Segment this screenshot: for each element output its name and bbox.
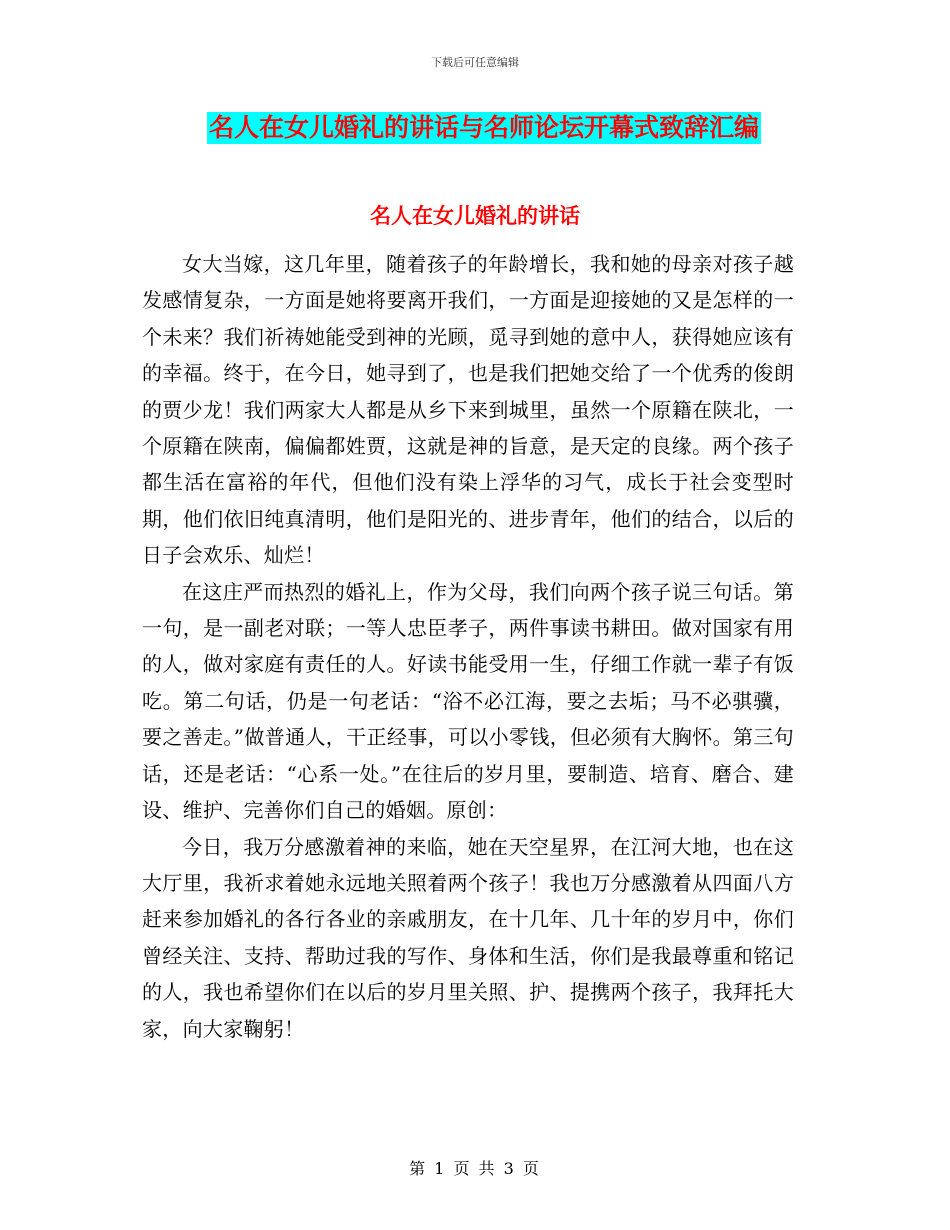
header-note: 下载后可任意编辑 <box>431 56 519 69</box>
body-text <box>142 220 794 1047</box>
main-title: 名人在女儿婚礼的讲话与名师论坛开幕式致辞汇编 <box>209 113 760 142</box>
paragraph-3: 今日，我万分感激着神的来临，她在天空星界，在江河大地，也在这大厅里，我祈求着她永远地关照着两个孩子！我也万分感激着从四面八方赶来参加婚礼的各行各业的亲戚朋友，在十几年、几十年的岁月中，你们曾经关注、支持、帮助过我的写作、身体和生活，你们是我最尊重和铭记的人，我也希望你们在以后的岁月里关照、护、提携两个孩子，我拜托大家，向大家鞠躬！ <box>142 834 794 1041</box>
paragraph-2: 在这庄严而热烈的婚礼上，作为父母，我们向两个孩子说三句话。第一句，是一副老对联；一等人忠臣孝子，两件事读书耕田。做对国家有用的人，做对家庭有责任的人。好读书能受用一生，仔细工作就一辈子有饭吃。第二句话，仍是一句老话：“浴不必江海，要之去垢；马不必骐骥，要之善走。”做普通人，干正经事，可以小零钱，但必须有大胸怀。第三句话，还是老话：“心系一处。”在往后的岁月里，要制造、培育、磨合、建设、维护、完善你们自己的婚姻。原创： <box>142 579 794 823</box>
paragraph-1: 女大当嫁，这几年里，随着孩子的年龄增长，我和她的母亲对孩子越发感情复杂，一方面是她将要离开我们，一方面是迎接她的又是怎样的一个未来？我们祈祷她能受到神的光顾，觅寻到她的意中人，获得她应该有的幸福。终于，在今日，她寻到了，也是我们把她交给了一个优秀的俊朗的贾少龙！我们两家大人都是从乡下来到城里，虽然一个原籍在陕北，一个原籍在陕南，偏偏都姓贾，这就是神的旨意，是天定的良缘。两个孩子都生活在富裕的年代，但他们没有染上浮华的习气，成长于社会变型时期，他们依旧纯真清明，他们是阳光的、进步青年，他们的结合，以后的日子会欢乐、灿烂！ <box>142 252 794 568</box>
page-footer: 第 1 页 共 3 页 <box>409 1159 541 1178</box>
sub-title: 名人在女儿婚礼的讲话 <box>370 204 580 228</box>
